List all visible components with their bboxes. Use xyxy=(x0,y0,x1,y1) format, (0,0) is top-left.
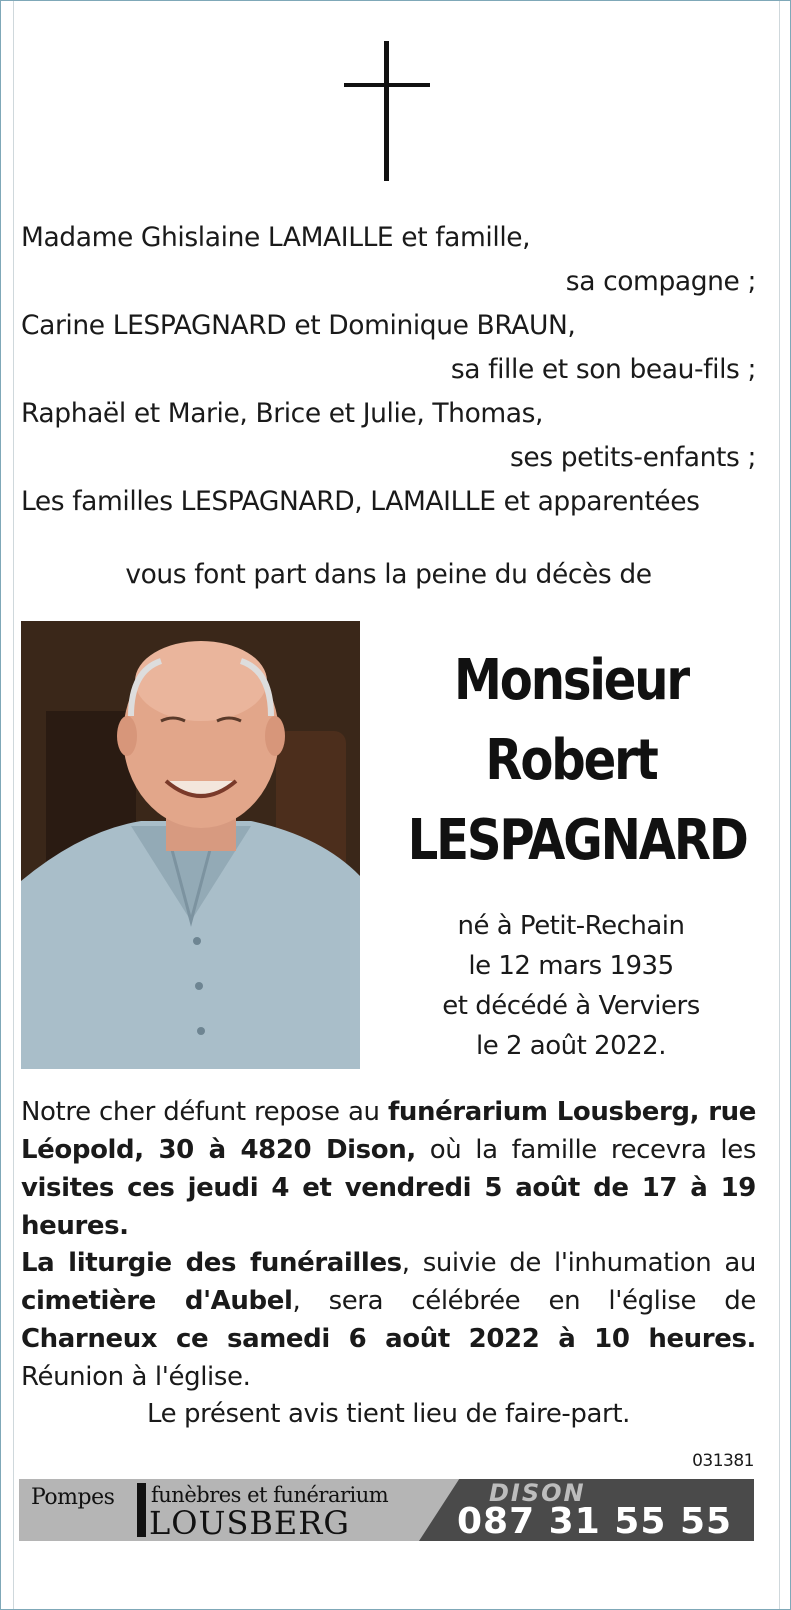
death-place: et décédé à Verviers xyxy=(442,991,700,1021)
birth-place: né à Petit-Rechain xyxy=(457,911,685,941)
deceased-last-name: LESPAGNARD xyxy=(407,808,747,873)
cross-icon xyxy=(344,41,430,181)
visitation-paragraph: Notre cher défunt repose au funérarium Lousberg, rue Léopold, 30 à 4820 Dison, où la famille recevra les visites ces jeudi 4 et vendredi 5 août de 17 à 19 heures. xyxy=(21,1097,757,1241)
family-announcement xyxy=(21,216,756,524)
family-line: Carine LESPAGNARD et Dominique BRAUN, xyxy=(21,310,576,341)
portrait-photo xyxy=(21,621,360,1069)
banner-city: DISON xyxy=(489,1479,586,1507)
reference-number: 031381 xyxy=(692,1451,754,1471)
banner-pompes: Pompes xyxy=(31,1485,115,1510)
banner-brand: LOUSBERG xyxy=(149,1504,350,1541)
funeral-home-banner xyxy=(19,1479,754,1541)
deceased-first-name: Robert xyxy=(485,728,657,793)
liturgy-paragraph: La liturgie des funérailles, suivie de l'inhumation au cimetière d'Aubel, sera célébrée en l'église de Charneux ce samedi 6 août 2022 à 10 heures. Réunion à l'église. xyxy=(21,1248,757,1392)
life-dates xyxy=(381,906,761,1066)
family-line: Les familles LESPAGNARD, LAMAILLE et apparentées xyxy=(21,486,700,517)
banner-phone: 087 31 55 55 xyxy=(457,1501,733,1541)
family-line: Raphaël et Marie, Brice et Julie, Thomas, xyxy=(21,398,544,429)
closing-text: Le présent avis tient lieu de faire-part. xyxy=(146,1399,631,1429)
family-line: Madame Ghislaine LAMAILLE et famille, xyxy=(21,222,531,253)
banner-logo-bar xyxy=(137,1483,146,1537)
family-line: sa fille et son beau-fils ; xyxy=(450,354,756,385)
banner-funebres: funèbres et funérarium xyxy=(151,1483,389,1507)
birth-date: le 12 mars 1935 xyxy=(468,951,674,981)
deceased-name xyxy=(381,641,761,881)
intro-text: vous font part dans la peine du décès de xyxy=(125,559,652,590)
deceased-title: Monsieur xyxy=(454,648,688,713)
death-date: le 2 août 2022. xyxy=(475,1031,666,1061)
family-line: sa compagne ; xyxy=(565,266,756,297)
family-line: ses petits-enfants ; xyxy=(510,442,756,473)
